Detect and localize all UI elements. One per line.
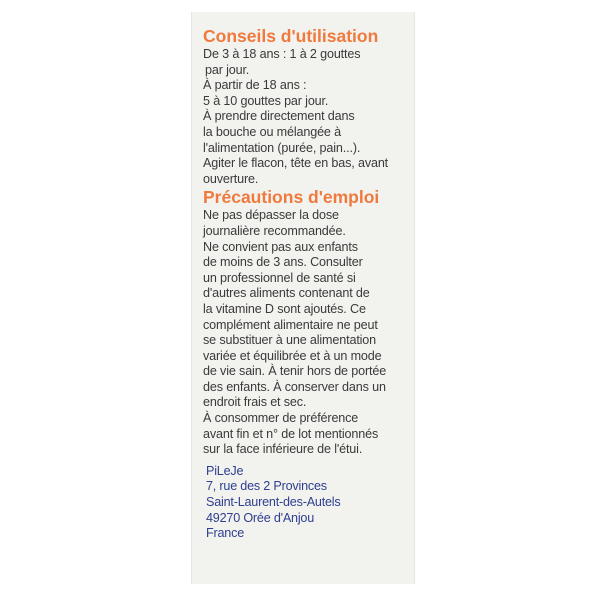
usage-line: la bouche ou mélangée à [203,124,341,139]
precautions-line: de vie sain. À tenir hors de portée [203,364,387,379]
precautions-line: journalière recommandée. [203,223,346,238]
address-line: France [206,526,244,541]
precautions-line: de moins de 3 ans. Consulter [203,255,363,270]
precautions-line: d'autres aliments contenant de [203,286,370,301]
precautions-heading: Précautions d'emploi [203,187,380,208]
usage-line: 5 à 10 gouttes par jour. [203,93,329,108]
precautions-line: avant fin et n° de lot mentionnés [203,426,379,441]
usage-line: Agiter le flacon, tête en bas, avant [203,156,389,171]
usage-line: l'alimentation (purée, pain...). [203,140,361,155]
precautions-line: endroit frais et sec. [203,395,307,410]
usage-line: À partir de 18 ans : [203,78,307,93]
usage-line: De 3 à 18 ans : 1 à 2 gouttes [203,47,361,61]
label-content [203,26,408,542]
precautions-line: variée et équilibrée et à un mode [203,348,382,363]
address-line: Saint-Laurent-des-Autels [206,495,341,510]
address-line: 49270 Orée d'Anjou [206,510,315,525]
address-line: PiLeJe [206,463,244,478]
precautions-line: des enfants. À conserver dans un [203,379,386,394]
usage-text [203,47,408,187]
precautions-text [203,208,408,458]
precautions-line: un professionnel de santé si [203,270,356,285]
address-line: 7, rue des 2 Provinces [206,479,327,494]
precautions-line: la vitamine D sont ajoutés. Ce [203,301,366,316]
precautions-line: complément alimentaire ne peut [203,317,378,332]
precautions-line: Ne convient pas aux enfants [203,239,358,254]
precautions-line: se substituer à une alimentation [203,333,377,348]
usage-heading: Conseils d'utilisation [203,26,379,46]
usage-line: À prendre directement dans [203,109,355,124]
precautions-line: sur la face inférieure de l'étui. [203,442,363,457]
precautions-line: À consommer de préférence [203,411,359,426]
usage-line: par jour. [205,62,250,77]
precautions-line: Ne pas dépasser la dose [203,208,339,223]
manufacturer-address [203,464,408,542]
usage-line: ouverture. [203,171,259,186]
